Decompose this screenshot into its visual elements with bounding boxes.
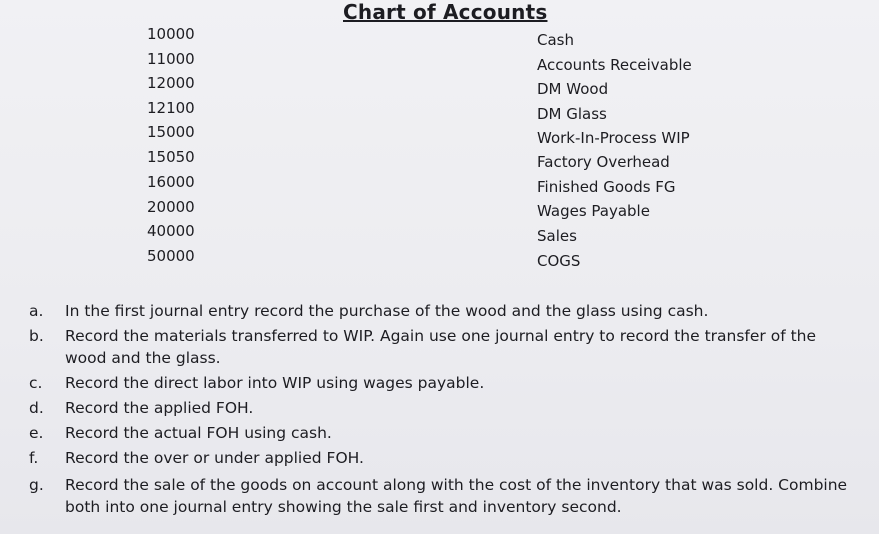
account-number: 50000 <box>147 247 195 265</box>
account-number: 15050 <box>147 148 195 166</box>
account-number: 16000 <box>147 173 195 191</box>
instruction-text: Record the direct labor into WIP using wages payable. <box>65 374 485 392</box>
account-name: Cash <box>537 31 574 49</box>
instruction-text: Record the materials transferred to WIP. Again use one journal entry to record the transfer of the wood and the glass. <box>65 327 817 367</box>
account-name: Sales <box>537 227 577 245</box>
account-name: Wages Payable <box>537 202 650 220</box>
instruction-item <box>29 397 859 419</box>
instruction-letter: d. <box>29 399 44 417</box>
instruction-item <box>29 447 859 469</box>
account-name: DM Wood <box>537 80 609 98</box>
instruction-text: In the first journal entry record the purchase of the wood and the glass using cash. <box>65 302 709 320</box>
instruction-text: Record the applied FOH. <box>65 399 254 417</box>
account-number: 40000 <box>147 222 195 240</box>
instruction-item <box>29 474 859 518</box>
account-number: 12100 <box>147 99 195 117</box>
instruction-text: Record the actual FOH using cash. <box>65 424 332 442</box>
account-number: 15000 <box>147 123 195 141</box>
instruction-letter: f. <box>29 449 39 467</box>
account-name: Work-In-Process WIP <box>537 129 690 147</box>
account-number: 20000 <box>147 198 195 216</box>
instruction-item <box>29 422 859 444</box>
instruction-item <box>29 372 859 394</box>
instruction-item <box>29 325 859 369</box>
instruction-letter: e. <box>29 424 44 442</box>
instruction-item <box>29 300 859 322</box>
account-name: Accounts Receivable <box>537 56 692 74</box>
account-name: Factory Overhead <box>537 153 670 171</box>
instruction-letter: b. <box>29 327 44 345</box>
account-number: 10000 <box>147 25 195 43</box>
instruction-letter: a. <box>29 302 44 320</box>
instruction-text: Record the over or under applied FOH. <box>65 449 364 467</box>
instruction-text: Record the sale of the goods on account along with the cost of the inventory that was sold. Combine both into one journal entry showing the sale first and inventory second. <box>65 476 848 516</box>
account-name: COGS <box>537 252 581 270</box>
instruction-letter: c. <box>29 374 43 392</box>
instruction-letter: g. <box>29 476 44 494</box>
account-number: 12000 <box>147 74 195 92</box>
page-title: Chart of Accounts <box>343 0 548 24</box>
account-number: 11000 <box>147 50 195 68</box>
account-name: Finished Goods FG <box>537 178 676 196</box>
account-name: DM Glass <box>537 105 607 123</box>
